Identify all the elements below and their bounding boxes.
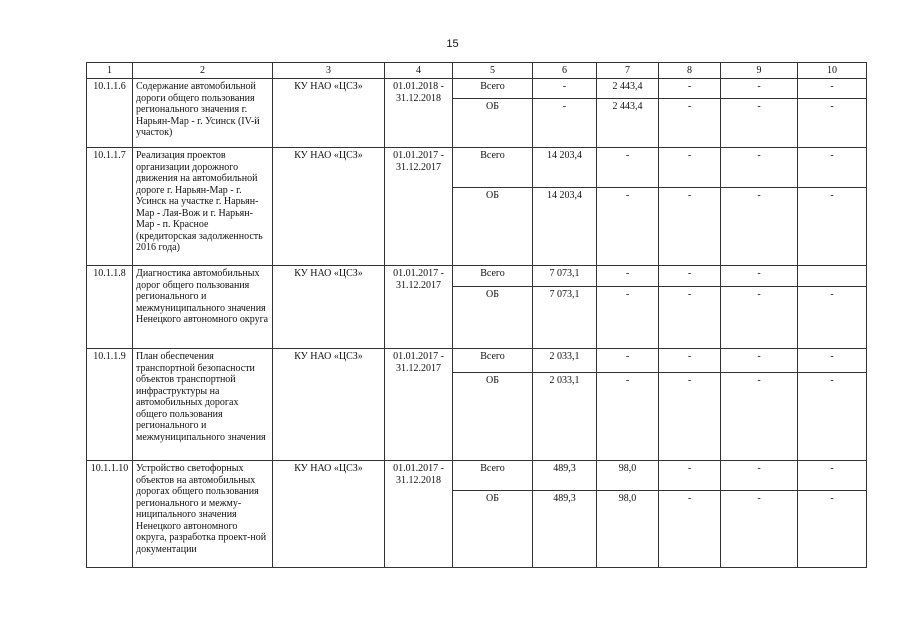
funding-value: - <box>721 79 798 99</box>
funding-value: - <box>798 148 867 188</box>
column-number: 6 <box>533 63 597 79</box>
table-row <box>87 148 867 188</box>
funding-value: - <box>721 99 798 148</box>
measure-executor: КУ НАО «ЦСЗ» <box>273 461 385 568</box>
funding-value: - <box>597 266 659 287</box>
funding-value: 98,0 <box>597 461 659 491</box>
table-row <box>87 266 867 287</box>
program-measures-table <box>86 62 867 568</box>
funding-value: - <box>659 79 721 99</box>
funding-value: 489,3 <box>533 491 597 568</box>
funding-value: - <box>597 373 659 461</box>
funding-value: - <box>533 99 597 148</box>
funding-value: - <box>659 99 721 148</box>
funding-value: - <box>659 188 721 266</box>
table-row <box>87 461 867 491</box>
funding-value: - <box>721 349 798 373</box>
funding-value: - <box>533 79 597 99</box>
funding-value: - <box>798 461 867 491</box>
measure-executor: КУ НАО «ЦСЗ» <box>273 79 385 148</box>
funding-value: 14 203,4 <box>533 148 597 188</box>
column-number: 1 <box>87 63 133 79</box>
funding-value: - <box>798 79 867 99</box>
funding-value: - <box>659 148 721 188</box>
funding-value: - <box>798 373 867 461</box>
funding-value: - <box>597 148 659 188</box>
funding-value: - <box>721 287 798 349</box>
funding-value: - <box>597 188 659 266</box>
column-number: 3 <box>273 63 385 79</box>
funding-source: ОБ <box>453 373 533 461</box>
funding-value <box>798 266 867 287</box>
funding-value: - <box>597 349 659 373</box>
column-number-row <box>87 63 867 79</box>
funding-source: Всего <box>453 266 533 287</box>
measure-term: 01.01.2018 - 31.12.2018 <box>385 79 453 148</box>
funding-value: - <box>659 349 721 373</box>
funding-value: - <box>798 287 867 349</box>
funding-value: 14 203,4 <box>533 188 597 266</box>
funding-source: ОБ <box>453 491 533 568</box>
measure-executor: КУ НАО «ЦСЗ» <box>273 148 385 266</box>
funding-value: 2 033,1 <box>533 349 597 373</box>
measure-executor: КУ НАО «ЦСЗ» <box>273 349 385 461</box>
column-number: 9 <box>721 63 798 79</box>
measure-name: Содержание автомобильной дороги общего пользования регионального значения г. Нарьян-Мар - г. Усинск (IV-й участок) <box>133 79 273 148</box>
funding-value: - <box>597 287 659 349</box>
table-row <box>87 79 867 99</box>
funding-source: Всего <box>453 461 533 491</box>
funding-source: ОБ <box>453 99 533 148</box>
measure-name: Диагностика автомобильных дорог общего пользования регионального и межмуниципального значения Ненецкого автономного округа <box>133 266 273 349</box>
column-number: 4 <box>385 63 453 79</box>
funding-source: ОБ <box>453 287 533 349</box>
funding-value: 7 073,1 <box>533 287 597 349</box>
measure-term: 01.01.2017 - 31.12.2018 <box>385 461 453 568</box>
measure-code: 10.1.1.7 <box>87 148 133 266</box>
funding-value: 489,3 <box>533 461 597 491</box>
funding-value: - <box>721 148 798 188</box>
funding-value: - <box>721 266 798 287</box>
funding-value: - <box>659 287 721 349</box>
funding-value: - <box>721 461 798 491</box>
funding-value: - <box>721 491 798 568</box>
measure-code: 10.1.1.8 <box>87 266 133 349</box>
measure-code: 10.1.1.10 <box>87 461 133 568</box>
funding-value: 98,0 <box>597 491 659 568</box>
funding-value: - <box>798 349 867 373</box>
funding-value: - <box>659 373 721 461</box>
column-number: 5 <box>453 63 533 79</box>
funding-value: - <box>798 99 867 148</box>
funding-source: Всего <box>453 349 533 373</box>
measure-term: 01.01.2017 - 31.12.2017 <box>385 349 453 461</box>
funding-source: Всего <box>453 148 533 188</box>
funding-value: - <box>659 461 721 491</box>
funding-value: 2 443,4 <box>597 99 659 148</box>
funding-value: - <box>721 188 798 266</box>
measure-term: 01.01.2017 - 31.12.2017 <box>385 266 453 349</box>
funding-source: ОБ <box>453 188 533 266</box>
column-number: 8 <box>659 63 721 79</box>
funding-value: - <box>798 491 867 568</box>
page-number: 15 <box>446 38 459 50</box>
funding-value: 2 443,4 <box>597 79 659 99</box>
column-number: 7 <box>597 63 659 79</box>
measure-term: 01.01.2017 - 31.12.2017 <box>385 148 453 266</box>
funding-value: - <box>721 373 798 461</box>
funding-value: - <box>798 188 867 266</box>
measure-name: Реализация проектов организации дорожного движения на автомобильной дороге г. Нарьян-Мар - г. Усинск на участке г. Нарьян-Мар - Лая-Вож и г. Нарьян-Мар - п. Красное (кредиторская задолженность 2016 года) <box>133 148 273 266</box>
funding-value: 7 073,1 <box>533 266 597 287</box>
funding-value: 2 033,1 <box>533 373 597 461</box>
funding-value: - <box>659 491 721 568</box>
table-row <box>87 349 867 373</box>
measure-code: 10.1.1.9 <box>87 349 133 461</box>
measure-name: Устройство светофорных объектов на автомобильных дорогах общего пользования регионального и межму-ниципального значения Ненецкого автономного округа, разработка проект-ной документации <box>133 461 273 568</box>
measure-code: 10.1.1.6 <box>87 79 133 148</box>
funding-value: - <box>659 266 721 287</box>
measure-executor: КУ НАО «ЦСЗ» <box>273 266 385 349</box>
funding-source: Всего <box>453 79 533 99</box>
column-number: 10 <box>798 63 867 79</box>
measure-name: План обеспечения транспортной безопасности объектов транспортной инфраструктуры на автомобильных дорогах общего пользования регионального и межмуниципального значения <box>133 349 273 461</box>
column-number: 2 <box>133 63 273 79</box>
